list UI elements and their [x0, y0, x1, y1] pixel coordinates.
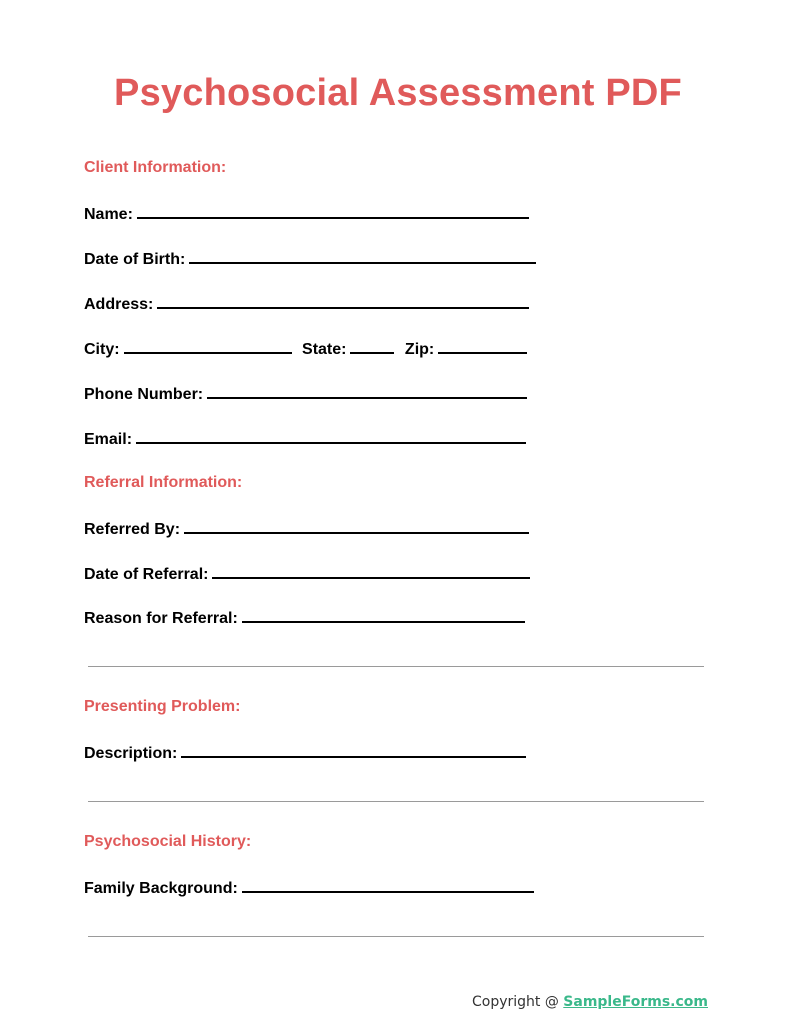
- family-background-input-line[interactable]: [242, 877, 534, 893]
- field-phone-number: [84, 383, 527, 405]
- field-address: [84, 293, 529, 315]
- family-background-label: Family Background:: [84, 880, 238, 897]
- section-heading-presenting-problem: Presenting Problem:: [84, 698, 241, 715]
- section-divider: [88, 801, 704, 802]
- page-title: Psychosocial Assessment PDF: [114, 72, 682, 114]
- phone-number-input-line[interactable]: [207, 383, 527, 399]
- section-heading-client-information: Client Information:: [84, 159, 227, 176]
- zip-input-line[interactable]: [438, 338, 527, 354]
- name-input-line[interactable]: [137, 203, 529, 219]
- referred-by-label: Referred By:: [84, 521, 181, 538]
- field-family-background: [84, 877, 534, 899]
- copyright-text: Copyright @: [471, 994, 559, 1010]
- field-referred-by: [84, 518, 529, 540]
- field-name: [84, 203, 529, 225]
- field-city-state-zip: [84, 338, 527, 360]
- city-label: City:: [84, 341, 120, 358]
- city-input-line[interactable]: [124, 338, 292, 354]
- address-label: Address:: [84, 296, 154, 313]
- name-label: Name:: [84, 206, 133, 223]
- field-email: [84, 428, 526, 450]
- zip-label: Zip:: [404, 341, 435, 358]
- section-divider: [88, 936, 704, 937]
- description-input-line[interactable]: [181, 742, 526, 758]
- email-label: Email:: [84, 431, 133, 448]
- section-heading-psychosocial-history: Psychosocial History:: [84, 833, 252, 850]
- field-reason-for-referral: [84, 607, 525, 629]
- section-divider: [88, 666, 704, 667]
- phone-number-label: Phone Number:: [84, 386, 204, 403]
- state-label: State:: [302, 341, 347, 358]
- email-input-line[interactable]: [136, 428, 526, 444]
- date-of-birth-input-line[interactable]: [189, 248, 536, 264]
- footer-copyright: [472, 993, 708, 1011]
- address-input-line[interactable]: [157, 293, 529, 309]
- state-input-line[interactable]: [350, 338, 394, 354]
- reason-for-referral-label: Reason for Referral:: [84, 610, 238, 627]
- field-date-of-birth: [84, 248, 536, 270]
- field-date-of-referral: [84, 563, 530, 585]
- sampleforms-link[interactable]: SampleForms.com: [563, 994, 708, 1010]
- field-description: [84, 742, 526, 764]
- date-of-referral-input-line[interactable]: [212, 563, 530, 579]
- description-label: Description:: [84, 745, 178, 762]
- date-of-birth-label: Date of Birth:: [84, 251, 186, 268]
- section-heading-referral-information: Referral Information:: [84, 474, 243, 491]
- referred-by-input-line[interactable]: [184, 518, 529, 534]
- date-of-referral-label: Date of Referral:: [84, 566, 209, 583]
- reason-for-referral-input-line[interactable]: [242, 607, 525, 623]
